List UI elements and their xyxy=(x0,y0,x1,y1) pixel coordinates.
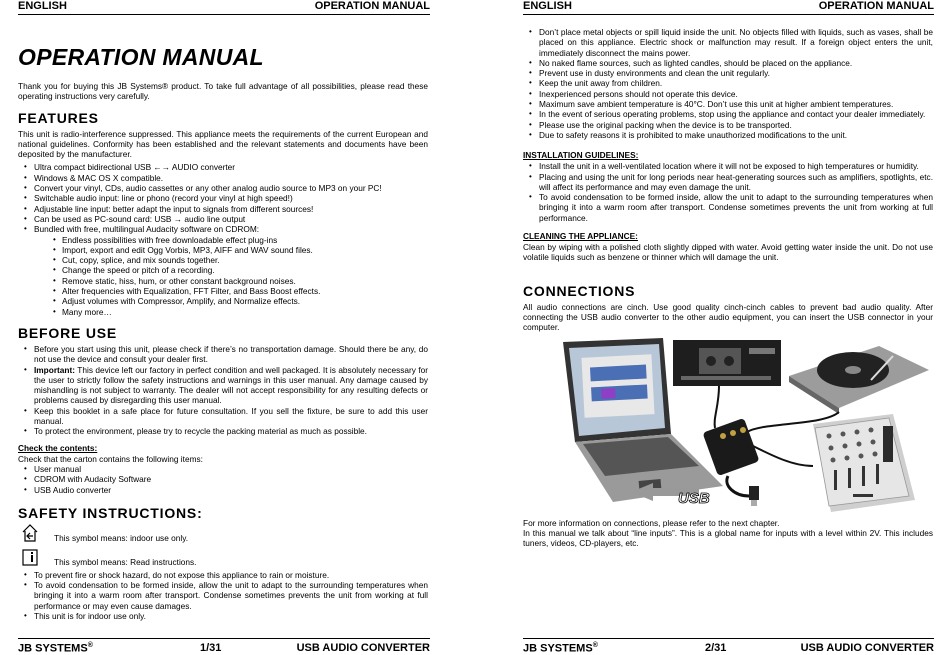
list-item: • Don’t place metal objects or spill liquid inside the unit. No objects filled with liquids, such as vases, shall be placed on this appliance. Electric shock or malfunction may result. If a foreign object enters the unit, immediately disconnect the mains power. xyxy=(531,27,933,58)
list-item: • Due to safety reasons it is prohibited to make unauthorized modifications to the unit. xyxy=(531,130,933,140)
indoor-use-icon xyxy=(22,524,38,542)
cleaning-heading: CLEANING THE APPLIANCE: xyxy=(523,231,638,242)
list-item: • Ultra compact bidirectional USB ←→ AUDIO converter xyxy=(26,162,428,172)
list-item: • To avoid condensation to be formed inside, allow the unit to adapt to the surrounding temperatures when bringing it into a warm room after transport. Condense sometimes prevents the unit from working at full performance. xyxy=(531,192,933,223)
list-item: • Cut, copy, splice, and mix sounds together. xyxy=(62,255,428,265)
list-item: • Switchable audio input: line or phono (record your vinyl at high speed!) xyxy=(26,193,428,203)
list-item: • User manual xyxy=(26,464,428,474)
page-number: 1/31 xyxy=(200,642,222,654)
list-item: • No naked flame sources, such as lighted candles, should be placed on the appliance. xyxy=(531,58,933,68)
read-symbol-text: This symbol means: Read instructions. xyxy=(54,556,197,567)
list-item xyxy=(26,224,428,317)
footer-brand-text: JB SYSTEMS xyxy=(523,642,593,655)
list-item: • Alter frequencies with Equalization, FFT Filter, and Bass Boost effects. xyxy=(62,286,428,296)
important-label: Important: xyxy=(34,364,76,375)
mixer-image xyxy=(813,414,915,512)
cassette-deck-image xyxy=(673,340,781,386)
list-item: • Import, export and edit Ogg Vorbis, MP3, AIFF and WAV sound files. xyxy=(62,245,428,255)
read-symbol-row xyxy=(18,548,428,570)
indoor-symbol-text: This symbol means: indoor use only. xyxy=(54,532,189,543)
registered-mark: ® xyxy=(592,642,598,649)
safety-continued-list xyxy=(523,27,933,140)
header-language: ENGLISH xyxy=(523,0,572,12)
page-number: 2/31 xyxy=(705,642,727,654)
footer-product: USB AUDIO CONVERTER xyxy=(800,642,934,654)
features-text: This unit is radio-interference suppressed. This appliance meets the requirements of the current European and national guidelines. Conformity has been established and the relevant statements and documents have been deposited by the manufacturer. xyxy=(18,128,428,160)
header-title: OPERATION MANUAL xyxy=(314,0,430,12)
list-item: • Prevent use in dusty environments and clean the unit regularly. xyxy=(531,68,933,78)
page-title: OPERATION MANUAL xyxy=(18,44,264,70)
list-item: • USB Audio converter xyxy=(26,485,428,495)
cleaning-text: Clean by wiping with a polished cloth slightly dipped with water. Avoid getting water inside the unit. Do not use volatile liquids such as benzene or thinner which will damage the unit. xyxy=(523,242,933,263)
before-use-list xyxy=(18,344,428,437)
header-language: ENGLISH xyxy=(18,0,67,12)
list-item: • Please use the original packing when the device is to be transported. xyxy=(531,120,933,130)
safety-heading: SAFETY INSTRUCTIONS: xyxy=(18,504,203,521)
page-header xyxy=(18,0,430,15)
page-1-body xyxy=(18,44,428,623)
features-heading: FEATURES xyxy=(18,109,99,126)
connection-illustration xyxy=(523,336,933,512)
connections-heading: CONNECTIONS xyxy=(523,282,636,299)
list-item xyxy=(26,365,428,406)
list-item: • Many more… xyxy=(62,307,428,317)
list-item: • Keep the unit away from children. xyxy=(531,78,933,88)
list-item: • To avoid condensation to be formed inside, allow the unit to adapt to the surrounding temperatures when bringing it into a warm room after transport. Condense sometimes prevents the unit from working at full performance or may even cause damages. xyxy=(26,580,428,611)
list-item: • CDROM with Audacity Software xyxy=(26,474,428,484)
intro-text: Thank you for buying this JB Systems® product. To take full advantage of all possibilities, please read these operating instructions very carefully. xyxy=(18,81,428,102)
list-item: • Before you start using this unit, please check if there’s no transportation damage. Should there be any, do not use the device and consult your dealer first. xyxy=(26,344,428,365)
line-inputs-text: In this manual we talk about “line inputs”. This is a global name for inputs with a level within 2V. This includes tuners, videos, CD-players, etc. xyxy=(523,527,933,549)
installation-list xyxy=(523,161,933,223)
list-item: • Inexperienced persons should not operate this device. xyxy=(531,89,933,99)
list-item: • Can be used as PC-sound card: USB → audio line output xyxy=(26,214,428,224)
check-contents-text: Check that the carton contains the following items: xyxy=(18,453,203,464)
features-list xyxy=(18,162,428,316)
list-item: • Windows & MAC OS X compatible. xyxy=(26,173,428,183)
list-item: • Convert your vinyl, CDs, audio cassettes or any other analog audio source to MP3 on your PC! xyxy=(26,183,428,193)
list-item: • Keep this booklet in a safe place for future consultation. If you sell the fixture, be sure to add this user manual. xyxy=(26,406,428,427)
list-item: • To prevent fire or shock hazard, do not expose this appliance to rain or moisture. xyxy=(26,570,428,580)
list-item: • Placing and using the unit for long periods near heat-generating sources such as amplifiers, spotlights, etc. will affect its performance and may even damage the unit. xyxy=(531,172,933,193)
page-2 xyxy=(475,0,950,654)
check-contents-heading: Check the contents: xyxy=(18,442,98,453)
connections-more-info: For more information on connections, please refer to the next chapter. xyxy=(523,517,780,528)
turntable-image xyxy=(789,346,929,414)
list-item: • Install the unit in a well-ventilated location where it will not be exposed to high temperatures or humidity. xyxy=(531,161,933,171)
footer-product: USB AUDIO CONVERTER xyxy=(296,642,430,654)
list-item: • Change the speed or pitch of a recording. xyxy=(62,265,428,275)
footer-brand xyxy=(523,642,598,655)
list-item: • Remove static, hiss, hum, or other constant background noises. xyxy=(62,276,428,286)
safety-list xyxy=(18,570,428,621)
list-item: • Endless possibilities with free downloadable effect plug-ins xyxy=(62,235,428,245)
list-item: • Adjust volumes with Compressor, Amplify, and Normalize effects. xyxy=(62,296,428,306)
audacity-features-list xyxy=(34,235,428,317)
installation-heading: INSTALLATION GUIDELINES: xyxy=(523,150,639,161)
list-item-text: Bundled with free, multilingual Audacity software on CDROM: xyxy=(34,224,260,235)
usb-label-text: USB xyxy=(678,489,710,507)
list-item: • Adjustable line input: better adapt the input to signals from different sources! xyxy=(26,204,428,214)
page-2-body xyxy=(523,27,933,551)
page-1 xyxy=(0,0,475,654)
list-item: • This unit is for indoor use only. xyxy=(26,611,428,621)
registered-mark: ® xyxy=(87,642,93,649)
list-item: • Maximum save ambient temperature is 40°C. Don’t use this unit at higher ambient temperatures. xyxy=(531,99,933,109)
page-footer xyxy=(18,638,430,655)
page-footer xyxy=(523,638,934,655)
connections-text: All audio connections are cinch. Use good quality cinch-cinch cables to prevent bad audio quality. After connecting the USB audio converter to the other audio equipment, you can insert the USB connector in your computer. xyxy=(523,301,933,333)
contents-list xyxy=(18,464,428,495)
footer-brand-text: JB SYSTEMS xyxy=(18,642,88,655)
read-instructions-icon xyxy=(22,548,38,566)
indoor-symbol-row xyxy=(18,524,428,546)
footer-brand xyxy=(18,642,93,655)
header-title: OPERATION MANUAL xyxy=(818,0,934,12)
page-header xyxy=(523,0,934,15)
list-item: • To protect the environment, please try to recycle the packing material as much as possible. xyxy=(26,426,428,436)
before-use-heading: BEFORE USE xyxy=(18,324,118,341)
list-item-text: This device left our factory in perfect condition and well packaged. It is absolutely necessary for the user to strictly follow the safety instructions and warnings in this user manual. Any damage caused by mishandling is not subject to warranty. The dealer will not accept responsibility for any resulting defects or problems caused by disregarding this user manual. xyxy=(34,364,428,406)
list-item: • In the event of serious operating problems, stop using the appliance and contact your dealer immediately. xyxy=(531,109,933,119)
